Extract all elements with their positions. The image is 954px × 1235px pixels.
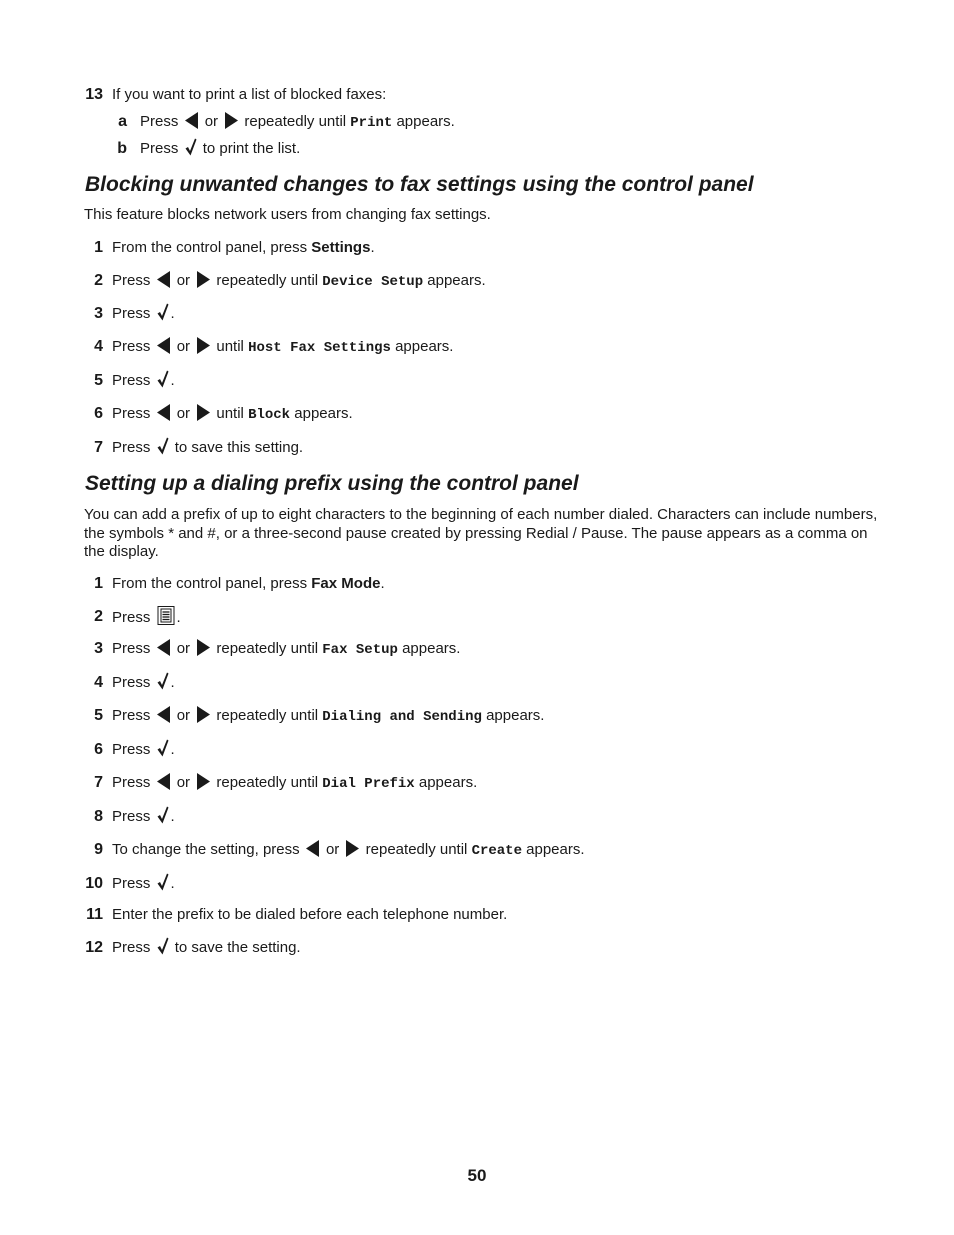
left-arrow-icon (157, 337, 171, 354)
step-text: Press or until Host Fax Settings appears. (112, 338, 454, 356)
step-text: Press . (112, 305, 175, 322)
step-text: Press or until Block appears. (112, 405, 353, 423)
left-arrow-icon (157, 706, 171, 723)
page-number: 50 (467, 1166, 487, 1185)
display-text: Create (471, 843, 522, 859)
step-number: 7 (94, 774, 103, 791)
right-arrow-icon (196, 639, 210, 656)
step-number: 5 (94, 372, 103, 389)
checkmark-icon (157, 437, 169, 455)
step-number: 9 (94, 841, 103, 858)
checkmark-icon (157, 370, 169, 388)
step-text: Press to save the setting. (112, 939, 301, 956)
display-text: Device Setup (322, 274, 424, 290)
step-text: Press . (112, 875, 175, 892)
display-text: Print (350, 115, 393, 131)
step-number: 6 (94, 405, 103, 422)
section-heading: Blocking unwanted changes to fax settings using the control panel (85, 173, 754, 196)
menu-icon (157, 606, 175, 625)
step-text: Press . (112, 741, 175, 758)
step-number: 6 (94, 741, 103, 758)
left-arrow-icon (157, 271, 171, 288)
checkmark-icon (157, 806, 169, 824)
display-text: Host Fax Settings (248, 340, 391, 356)
step-text: If you want to print a list of blocked faxes: (112, 86, 387, 103)
left-arrow-icon (306, 840, 320, 857)
step-number: 12 (85, 939, 103, 956)
step-text: Enter the prefix to be dialed before each telephone number. (112, 906, 508, 923)
section-intro: This feature blocks network users from changing fax settings. (84, 206, 491, 223)
section-heading: Setting up a dialing prefix using the control panel (85, 472, 579, 495)
right-arrow-icon (196, 337, 210, 354)
left-arrow-icon (157, 639, 171, 656)
step-text: Press . (112, 606, 181, 629)
step-number: 1 (94, 575, 103, 592)
step-number: 5 (94, 707, 103, 724)
step-text: Press or repeatedly until Device Setup appears. (112, 272, 486, 290)
checkmark-icon (157, 739, 169, 757)
step-text: Press or repeatedly until Dial Prefix appears. (112, 774, 478, 792)
step-number: 8 (94, 808, 103, 825)
step-text: Press or repeatedly until Dialing and Sending appears. (112, 707, 545, 725)
left-arrow-icon (185, 112, 199, 129)
right-arrow-icon (196, 271, 210, 288)
step-text: Press . (112, 674, 175, 691)
step-number: a (118, 113, 127, 130)
step-number: 10 (85, 875, 103, 892)
checkmark-icon (157, 873, 169, 891)
step-number: 7 (94, 439, 103, 456)
step-number: 3 (94, 305, 103, 322)
left-arrow-icon (157, 773, 171, 790)
step-number: 4 (94, 338, 103, 355)
checkmark-icon (185, 138, 197, 156)
step-text: To change the setting, press or repeatedly until Create appears. (112, 841, 585, 859)
step-number: 2 (94, 608, 103, 625)
display-text: Block (248, 407, 291, 423)
step-text: Press to print the list. (140, 140, 301, 157)
right-arrow-icon (224, 112, 238, 129)
step-text: Press or repeatedly until Fax Setup appears. (112, 640, 461, 658)
right-arrow-icon (196, 773, 210, 790)
right-arrow-icon (345, 840, 359, 857)
step-text: Press to save this setting. (112, 439, 304, 456)
step-text: Press . (112, 808, 175, 825)
display-text: Fax Setup (322, 642, 398, 658)
step-number: 11 (86, 906, 103, 923)
step-text: Press or repeatedly until Print appears. (140, 113, 455, 131)
checkmark-icon (157, 672, 169, 690)
step-number: 2 (94, 272, 103, 289)
step-text: From the control panel, press Fax Mode. (112, 575, 385, 592)
step-text: From the control panel, press Settings. (112, 239, 375, 256)
right-arrow-icon (196, 404, 210, 421)
step-number: b (117, 140, 127, 157)
step-number: 1 (94, 239, 103, 256)
checkmark-icon (157, 303, 169, 321)
section-intro: You can add a prefix of up to eight characters to the beginning of each number dialed. Characters can include numbers, the symbols * and #, or a three-second pause created by pressing Redial / Pause. The pause appears as a comma on the display. (84, 506, 878, 560)
display-text: Dialing and Sending (322, 709, 482, 725)
left-arrow-icon (157, 404, 171, 421)
display-text: Dial Prefix (322, 776, 415, 792)
step-number: 3 (94, 640, 103, 657)
step-text: Press . (112, 372, 175, 389)
step-number: 4 (94, 674, 103, 691)
right-arrow-icon (196, 706, 210, 723)
step-number: 13 (85, 86, 103, 103)
checkmark-icon (157, 937, 169, 955)
